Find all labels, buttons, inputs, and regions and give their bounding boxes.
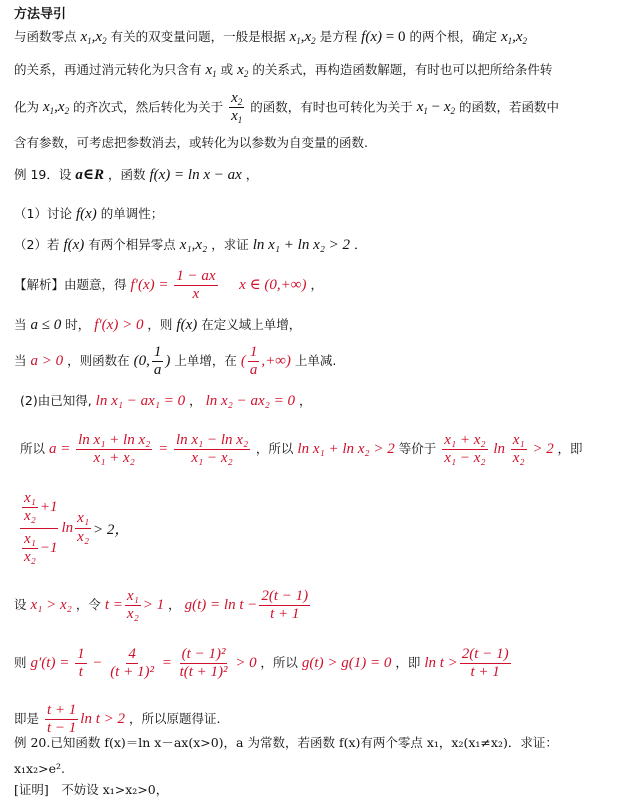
derivative-formula [130,268,224,303]
part-2-known [20,394,312,409]
interval: ( $\frac{1}{a}$ ,+∞) [240,344,291,379]
text: ，则函数在 [67,353,130,369]
example-20-claim: x₁x₂>e². [14,761,65,776]
text: 设 [14,597,27,613]
math: f(x) [63,237,85,253]
step-derivative-g [14,646,513,682]
math: f′(x) > 0 [94,317,144,333]
intro-math: f(x) = 0 [361,29,406,45]
text: (2)由已知得, [20,393,92,408]
text: 时， [65,317,91,332]
intro-text: 的函数，若函数中 [459,99,560,115]
intro-text: 的关系，再通过消元转化为只含有 [14,62,202,77]
text: 当 [14,353,27,369]
intro-math: $x_2$ [237,62,249,79]
example-20-statement: 例 20.已知函数 f(x)＝ln x－ax(x>0)，a 为常数，若函数 f(x)有两个零点 x₁，x₂(x₁≠x₂)．求证： [14,735,558,750]
intro-line-3 [14,90,559,126]
text: ，求证 [211,237,249,252]
section-title: 方法导引 [14,7,67,22]
text: 的单调性； [100,206,164,221]
intro-math: $x_1$ [205,62,217,79]
text: 当 [14,317,27,332]
formula: a = $\frac{\text{ln x₁ + ln x₂}}{\text{x₁ + x₂}}$ = $\frac{\text{ln x₁ − ln x₂}}{\text{x₁ − x₂}}$ [49,432,249,467]
intro-fraction: $\frac{x_2}{x_1}$ [231,90,243,126]
math: ln x₁ + ln x₂ > 2 [297,441,395,458]
text: ， [189,393,202,408]
intro-math: $x_1,x_2$ [289,29,316,46]
math: x ∈ (0,+∞) [239,277,307,294]
math: x₁,x₂ [179,237,208,253]
step-conclusion [14,702,220,738]
fraction: $\frac{1 - ax}{x}$ [176,268,216,303]
step-equivalence [20,432,583,468]
text: （2）若 [14,237,60,252]
math: f(x) = ln x − ax [149,167,242,183]
formula: $\frac{\text{x₁ + x₂}}{\text{x₁ − x₂}}$ ln $\frac{\text{x₁}}{\text{x₂}}$ > 2 [444,432,554,467]
math: x₁ > x₂ [30,597,72,614]
text: 所以 [20,441,46,457]
intro-text: 的两个根，确定 [409,29,497,44]
formula: ln t > $\frac{2(t - 1)}{t + 1}$ [424,646,509,681]
math: ln x₁ + ln x₂ > 2 [252,237,351,253]
text: 例 19．设 [14,167,72,182]
solution-case-1 [14,318,301,333]
text: ，令 [75,597,101,613]
example-19-part-1 [14,207,163,222]
formula: $\frac{t + 1}{t - 1}$ ln t > 2 [47,702,126,737]
text: 等价于 [398,441,437,457]
text: ， [310,277,323,293]
text: ， [168,597,181,613]
math: f(x) [176,317,198,333]
math: g(t) > g(1) = 0 [301,655,392,672]
interval: (0, $\frac{1}{a}$ ) [133,344,171,379]
text: ，即 [557,441,583,457]
intro-text: 化为 [14,99,40,115]
text: 上单增，在 [174,353,237,369]
intro-text: 的齐次式，然后转化为关于 [73,99,224,115]
stacked-fraction-inequality: $\frac{\text{x₁}}{\text{x₂}}$ +1 $\frac{\text{x₁}}{\text{x₂}}$ −1 ln $\frac{\text{x₁}}{\text{x₂}}$ > 2， [20,490,129,566]
text: （1）讨论 [14,206,72,221]
text: 即是 [14,711,40,727]
text: ， [245,167,259,182]
text: ，所以 [260,655,298,671]
intro-text: 有关的双变量问题，一般是根据 [110,29,286,44]
text: ． [354,237,367,252]
text: 上单减. [294,353,337,369]
text: 【解析】由题意，得 [14,277,127,293]
text: ，所以 [255,441,294,457]
text: ，即 [395,655,421,671]
step-substitution [14,588,312,624]
text: ，函数 [107,167,146,182]
text: ，则 [147,317,173,332]
text: ， [298,393,312,408]
formula: g(t) = ln t − $\frac{2(t - 1)}{t + 1}$ [184,588,309,623]
example-20-proof-start: [证明] 不妨设 x₁>x₂>0， [14,782,169,797]
intro-text: 的函数，有时也可转化为关于 [250,99,413,115]
intro-math: $x_1 - x_2$ [416,99,456,117]
intro-text: 是方程 [319,29,358,44]
math: ln x₁ − ax₁ = 0 [95,393,186,409]
intro-text: 与函数零点 [14,29,77,44]
solution-case-2 [14,344,336,380]
math: ln x₂ − ax₂ = 0 [205,393,295,409]
example-19-part-2 [14,238,367,253]
solution-derivative [14,268,323,304]
intro-text: 或 [220,62,234,77]
formula: g′(t) = $\frac{1}{t}$ − $\frac{4}{\text{(t + 1)²}}$ = $\frac{\text{(t − 1)²}}{\text{t(t + 1)²}}$ > 0 [30,646,257,681]
intro-math: $x_1,x_2$ [500,29,528,46]
math: a > 0 [30,353,64,370]
example-19-statement [14,168,258,183]
intro-math: $x_1,x_2$ [80,29,107,46]
intro-line-2 [14,63,552,79]
formula: t = $\frac{\text{x₁}}{\text{x₂}}$ > 1 [104,588,165,623]
intro-line-1 [14,30,527,46]
intro-math: $x_1,x_2$ [43,99,70,117]
math: a ≤ 0 [30,317,62,333]
text: 在定义域上单增， [201,317,302,332]
text: 有两个相异零点 [88,237,176,252]
math: a∈R [75,167,104,183]
math: f(x) [75,206,97,222]
intro-text: 的关系式，再构造函数解题，有时也可以把所给条件转 [252,62,553,77]
text: ，所以原题得证. [129,711,221,727]
text: 则 [14,655,27,671]
intro-line-4: 含有参数，可考虑把参数消去，或转化为以参数为自变量的函数. [14,135,368,150]
math: f′(x) = [130,277,169,294]
